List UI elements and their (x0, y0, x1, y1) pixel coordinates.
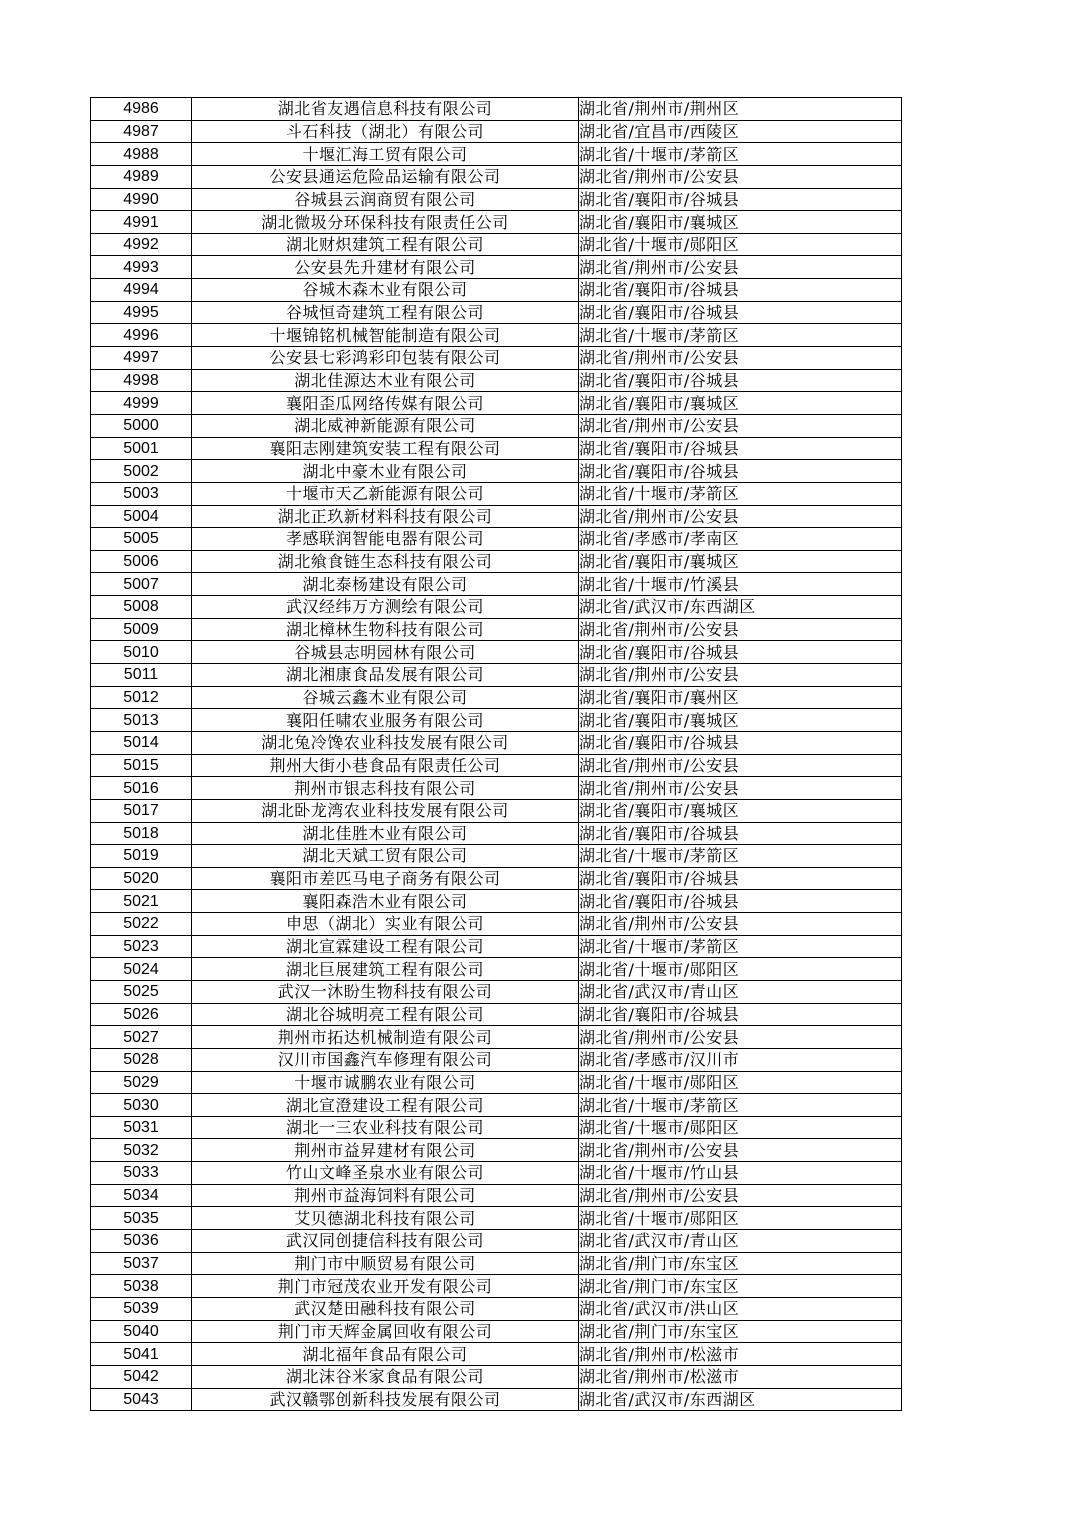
row-number-cell: 5043 (91, 1388, 192, 1411)
table-row (91, 1048, 902, 1071)
table-row (91, 980, 902, 1003)
region-cell: 湖北省/襄阳市/襄城区 (579, 550, 902, 573)
table-row (91, 1365, 902, 1388)
table-row (91, 347, 902, 370)
row-number-cell: 4989 (91, 165, 192, 188)
company-name-cell: 武汉楚田融科技有限公司 (192, 1297, 579, 1320)
table-row (91, 437, 902, 460)
company-name-cell: 十堰市诚鹏农业有限公司 (192, 1071, 579, 1094)
table-row (91, 822, 902, 845)
row-number-cell: 5027 (91, 1026, 192, 1049)
company-name-cell: 湖北宣霖建设工程有限公司 (192, 935, 579, 958)
region-cell: 湖北省/荆州市/公安县 (579, 414, 902, 437)
company-name-cell: 十堰汇海工贸有限公司 (192, 143, 579, 166)
region-cell: 湖北省/十堰市/竹溪县 (579, 573, 902, 596)
region-cell: 湖北省/十堰市/茅箭区 (579, 143, 902, 166)
region-cell: 湖北省/襄阳市/谷城县 (579, 279, 902, 302)
table-row (91, 1297, 902, 1320)
company-name-cell: 湖北卧龙湾农业科技发展有限公司 (192, 799, 579, 822)
company-list-body (91, 98, 902, 1411)
row-number-cell: 5037 (91, 1252, 192, 1275)
region-cell: 湖北省/荆州市/公安县 (579, 664, 902, 687)
region-cell: 湖北省/襄阳市/襄城区 (579, 211, 902, 234)
region-cell: 湖北省/十堰市/郧阳区 (579, 233, 902, 256)
company-name-cell: 荆州市银志科技有限公司 (192, 777, 579, 800)
company-name-cell: 襄阳志刚建筑安装工程有限公司 (192, 437, 579, 460)
row-number-cell: 5023 (91, 935, 192, 958)
company-list-table (90, 97, 902, 1411)
table-row (91, 845, 902, 868)
company-name-cell: 荆门市天辉金属回收有限公司 (192, 1320, 579, 1343)
table-row (91, 867, 902, 890)
company-name-cell: 湖北樟林生物科技有限公司 (192, 618, 579, 641)
row-number-cell: 4990 (91, 188, 192, 211)
row-number-cell: 5041 (91, 1343, 192, 1366)
company-name-cell: 孝感联润智能电器有限公司 (192, 528, 579, 551)
row-number-cell: 5026 (91, 1003, 192, 1026)
table-row (91, 256, 902, 279)
row-number-cell: 4993 (91, 256, 192, 279)
region-cell: 湖北省/襄阳市/襄城区 (579, 799, 902, 822)
row-number-cell: 4996 (91, 324, 192, 347)
company-name-cell: 湖北一三农业科技有限公司 (192, 1116, 579, 1139)
table-row (91, 324, 902, 347)
company-name-cell: 谷城云鑫木业有限公司 (192, 686, 579, 709)
row-number-cell: 5024 (91, 958, 192, 981)
table-row (91, 777, 902, 800)
company-name-cell: 公安县通运危险品运输有限公司 (192, 165, 579, 188)
row-number-cell: 5010 (91, 641, 192, 664)
row-number-cell: 5002 (91, 460, 192, 483)
company-name-cell: 谷城县志明园林有限公司 (192, 641, 579, 664)
row-number-cell: 4995 (91, 301, 192, 324)
region-cell: 湖北省/荆州市/公安县 (579, 1184, 902, 1207)
company-name-cell: 湖北沫谷米家食品有限公司 (192, 1365, 579, 1388)
table-row (91, 709, 902, 732)
region-cell: 湖北省/襄阳市/襄城区 (579, 709, 902, 732)
row-number-cell: 5032 (91, 1139, 192, 1162)
region-cell: 湖北省/襄阳市/谷城县 (579, 890, 902, 913)
company-name-cell: 武汉同创捷信科技有限公司 (192, 1230, 579, 1253)
company-name-cell: 襄阳市差匹马电子商务有限公司 (192, 867, 579, 890)
row-number-cell: 5021 (91, 890, 192, 913)
region-cell: 湖北省/武汉市/青山区 (579, 980, 902, 1003)
table-row (91, 143, 902, 166)
company-name-cell: 湖北天斌工贸有限公司 (192, 845, 579, 868)
company-name-cell: 湖北正玖新材料科技有限公司 (192, 505, 579, 528)
region-cell: 湖北省/孝感市/孝南区 (579, 528, 902, 551)
table-row (91, 233, 902, 256)
company-name-cell: 湖北泰杨建设有限公司 (192, 573, 579, 596)
region-cell: 湖北省/十堰市/茅箭区 (579, 935, 902, 958)
region-cell: 湖北省/武汉市/东西湖区 (579, 1388, 902, 1411)
row-number-cell: 4992 (91, 233, 192, 256)
table-row (91, 1094, 902, 1117)
table-row (91, 1207, 902, 1230)
table-row (91, 1184, 902, 1207)
row-number-cell: 5019 (91, 845, 192, 868)
company-name-cell: 艾贝德湖北科技有限公司 (192, 1207, 579, 1230)
company-name-cell: 湖北威神新能源有限公司 (192, 414, 579, 437)
table-row (91, 618, 902, 641)
table-row (91, 369, 902, 392)
company-name-cell: 荆门市中顺贸易有限公司 (192, 1252, 579, 1275)
company-name-cell: 十堰锦铭机械智能制造有限公司 (192, 324, 579, 347)
region-cell: 湖北省/武汉市/东西湖区 (579, 596, 902, 619)
table-row (91, 1230, 902, 1253)
row-number-cell: 5013 (91, 709, 192, 732)
company-name-cell: 谷城县云润商贸有限公司 (192, 188, 579, 211)
region-cell: 湖北省/荆州市/松滋市 (579, 1365, 902, 1388)
company-name-cell: 湖北佳源达木业有限公司 (192, 369, 579, 392)
region-cell: 湖北省/襄阳市/谷城县 (579, 188, 902, 211)
company-name-cell: 武汉经纬万方测绘有限公司 (192, 596, 579, 619)
company-name-cell: 襄阳任啸农业服务有限公司 (192, 709, 579, 732)
region-cell: 湖北省/襄阳市/谷城县 (579, 460, 902, 483)
company-name-cell: 十堰市天乙新能源有限公司 (192, 482, 579, 505)
region-cell: 湖北省/荆州市/公安县 (579, 256, 902, 279)
company-name-cell: 公安县七彩鸿彩印包装有限公司 (192, 347, 579, 370)
row-number-cell: 4986 (91, 98, 192, 121)
region-cell: 湖北省/襄阳市/谷城县 (579, 867, 902, 890)
row-number-cell: 5038 (91, 1275, 192, 1298)
region-cell: 湖北省/荆州市/公安县 (579, 913, 902, 936)
region-cell: 湖北省/襄阳市/襄城区 (579, 392, 902, 415)
row-number-cell: 5042 (91, 1365, 192, 1388)
region-cell: 湖北省/十堰市/茅箭区 (579, 482, 902, 505)
table-row (91, 1162, 902, 1185)
row-number-cell: 5008 (91, 596, 192, 619)
row-number-cell: 4994 (91, 279, 192, 302)
row-number-cell: 5029 (91, 1071, 192, 1094)
company-name-cell: 竹山文峰圣泉水业有限公司 (192, 1162, 579, 1185)
company-name-cell: 湖北福年食品有限公司 (192, 1343, 579, 1366)
table-row (91, 1071, 902, 1094)
table-row (91, 528, 902, 551)
region-cell: 湖北省/武汉市/洪山区 (579, 1297, 902, 1320)
table-row (91, 279, 902, 302)
row-number-cell: 5003 (91, 482, 192, 505)
table-row (91, 482, 902, 505)
table-row (91, 550, 902, 573)
table-row (91, 935, 902, 958)
region-cell: 湖北省/襄阳市/谷城县 (579, 437, 902, 460)
table-row (91, 120, 902, 143)
company-name-cell: 荆州市益海饲料有限公司 (192, 1184, 579, 1207)
company-name-cell: 湖北省友遇信息科技有限公司 (192, 98, 579, 121)
region-cell: 湖北省/宜昌市/西陵区 (579, 120, 902, 143)
row-number-cell: 5006 (91, 550, 192, 573)
region-cell: 湖北省/十堰市/茅箭区 (579, 324, 902, 347)
company-name-cell: 荆州市拓达机械制造有限公司 (192, 1026, 579, 1049)
table-row (91, 641, 902, 664)
region-cell: 湖北省/十堰市/茅箭区 (579, 845, 902, 868)
region-cell: 湖北省/襄阳市/谷城县 (579, 822, 902, 845)
company-name-cell: 湖北兔冷馋农业科技发展有限公司 (192, 731, 579, 754)
region-cell: 湖北省/荆州市/公安县 (579, 1026, 902, 1049)
region-cell: 湖北省/荆州市/公安县 (579, 505, 902, 528)
row-number-cell: 5015 (91, 754, 192, 777)
row-number-cell: 5028 (91, 1048, 192, 1071)
table-row (91, 1003, 902, 1026)
company-name-cell: 武汉一沐盼生物科技有限公司 (192, 980, 579, 1003)
company-name-cell: 襄阳森浩木业有限公司 (192, 890, 579, 913)
region-cell: 湖北省/荆州市/公安县 (579, 347, 902, 370)
row-number-cell: 5009 (91, 618, 192, 641)
company-name-cell: 襄阳歪瓜网络传媒有限公司 (192, 392, 579, 415)
table-row (91, 664, 902, 687)
row-number-cell: 5033 (91, 1162, 192, 1185)
table-row (91, 188, 902, 211)
table-row (91, 1388, 902, 1411)
company-name-cell: 湖北中豪木业有限公司 (192, 460, 579, 483)
table-row (91, 392, 902, 415)
row-number-cell: 4997 (91, 347, 192, 370)
table-row (91, 460, 902, 483)
row-number-cell: 5001 (91, 437, 192, 460)
table-row (91, 1116, 902, 1139)
company-name-cell: 谷城木森木业有限公司 (192, 279, 579, 302)
row-number-cell: 5018 (91, 822, 192, 845)
region-cell: 湖北省/襄阳市/谷城县 (579, 1003, 902, 1026)
company-name-cell: 湖北谷城明亮工程有限公司 (192, 1003, 579, 1026)
row-number-cell: 5035 (91, 1207, 192, 1230)
table-row (91, 301, 902, 324)
table-row (91, 1139, 902, 1162)
company-name-cell: 湖北湘康食品发展有限公司 (192, 664, 579, 687)
company-name-cell: 湖北财炽建筑工程有限公司 (192, 233, 579, 256)
row-number-cell: 5020 (91, 867, 192, 890)
row-number-cell: 5016 (91, 777, 192, 800)
region-cell: 湖北省/荆门市/东宝区 (579, 1320, 902, 1343)
region-cell: 湖北省/荆门市/东宝区 (579, 1252, 902, 1275)
table-row (91, 731, 902, 754)
company-name-cell: 公安县先升建材有限公司 (192, 256, 579, 279)
table-row (91, 799, 902, 822)
company-name-cell: 湖北佳胜木业有限公司 (192, 822, 579, 845)
company-name-cell: 荆州大街小巷食品有限责任公司 (192, 754, 579, 777)
region-cell: 湖北省/襄阳市/谷城县 (579, 731, 902, 754)
table-row (91, 958, 902, 981)
company-name-cell: 湖北飨食链生态科技有限公司 (192, 550, 579, 573)
region-cell: 湖北省/荆门市/东宝区 (579, 1275, 902, 1298)
company-name-cell: 斗石科技（湖北）有限公司 (192, 120, 579, 143)
region-cell: 湖北省/十堰市/竹山县 (579, 1162, 902, 1185)
company-name-cell: 荆州市益昇建材有限公司 (192, 1139, 579, 1162)
company-name-cell: 汉川市国鑫汽车修理有限公司 (192, 1048, 579, 1071)
region-cell: 湖北省/十堰市/郧阳区 (579, 1071, 902, 1094)
region-cell: 湖北省/襄阳市/谷城县 (579, 641, 902, 664)
row-number-cell: 5014 (91, 731, 192, 754)
table-row (91, 1320, 902, 1343)
region-cell: 湖北省/荆州市/松滋市 (579, 1343, 902, 1366)
company-name-cell: 湖北宣澄建设工程有限公司 (192, 1094, 579, 1117)
region-cell: 湖北省/荆州市/公安县 (579, 754, 902, 777)
table-row (91, 754, 902, 777)
region-cell: 湖北省/荆州市/荆州区 (579, 98, 902, 121)
row-number-cell: 4991 (91, 211, 192, 234)
row-number-cell: 4999 (91, 392, 192, 415)
company-name-cell: 武汉赣鄂创新科技发展有限公司 (192, 1388, 579, 1411)
row-number-cell: 4987 (91, 120, 192, 143)
region-cell: 湖北省/襄阳市/襄州区 (579, 686, 902, 709)
region-cell: 湖北省/荆州市/公安县 (579, 165, 902, 188)
row-number-cell: 5040 (91, 1320, 192, 1343)
table-row (91, 1252, 902, 1275)
table-row (91, 505, 902, 528)
company-name-cell: 湖北巨展建筑工程有限公司 (192, 958, 579, 981)
table-row (91, 1343, 902, 1366)
table-row (91, 211, 902, 234)
row-number-cell: 5022 (91, 913, 192, 936)
company-name-cell: 谷城恒奇建筑工程有限公司 (192, 301, 579, 324)
row-number-cell: 5000 (91, 414, 192, 437)
table-row (91, 1275, 902, 1298)
row-number-cell: 4988 (91, 143, 192, 166)
table-row (91, 414, 902, 437)
region-cell: 湖北省/荆州市/公安县 (579, 1139, 902, 1162)
region-cell: 湖北省/荆州市/公安县 (579, 777, 902, 800)
row-number-cell: 5030 (91, 1094, 192, 1117)
region-cell: 湖北省/孝感市/汉川市 (579, 1048, 902, 1071)
row-number-cell: 5039 (91, 1297, 192, 1320)
table-row (91, 573, 902, 596)
region-cell: 湖北省/襄阳市/谷城县 (579, 369, 902, 392)
row-number-cell: 5004 (91, 505, 192, 528)
region-cell: 湖北省/十堰市/郧阳区 (579, 1116, 902, 1139)
region-cell: 湖北省/十堰市/郧阳区 (579, 1207, 902, 1230)
region-cell: 湖北省/十堰市/郧阳区 (579, 958, 902, 981)
table-row (91, 98, 902, 121)
table-row (91, 686, 902, 709)
company-name-cell: 申思（湖北）实业有限公司 (192, 913, 579, 936)
table-row (91, 890, 902, 913)
row-number-cell: 5011 (91, 664, 192, 687)
table-row (91, 596, 902, 619)
row-number-cell: 5025 (91, 980, 192, 1003)
row-number-cell: 5036 (91, 1230, 192, 1253)
company-name-cell: 湖北微圾分环保科技有限责任公司 (192, 211, 579, 234)
region-cell: 湖北省/武汉市/青山区 (579, 1230, 902, 1253)
company-name-cell: 荆门市冠茂农业开发有限公司 (192, 1275, 579, 1298)
row-number-cell: 5017 (91, 799, 192, 822)
region-cell: 湖北省/荆州市/公安县 (579, 618, 902, 641)
row-number-cell: 5034 (91, 1184, 192, 1207)
row-number-cell: 5012 (91, 686, 192, 709)
table-row (91, 1026, 902, 1049)
row-number-cell: 5005 (91, 528, 192, 551)
row-number-cell: 4998 (91, 369, 192, 392)
table-row (91, 913, 902, 936)
table-row (91, 165, 902, 188)
row-number-cell: 5031 (91, 1116, 192, 1139)
row-number-cell: 5007 (91, 573, 192, 596)
region-cell: 湖北省/十堰市/茅箭区 (579, 1094, 902, 1117)
region-cell: 湖北省/襄阳市/谷城县 (579, 301, 902, 324)
